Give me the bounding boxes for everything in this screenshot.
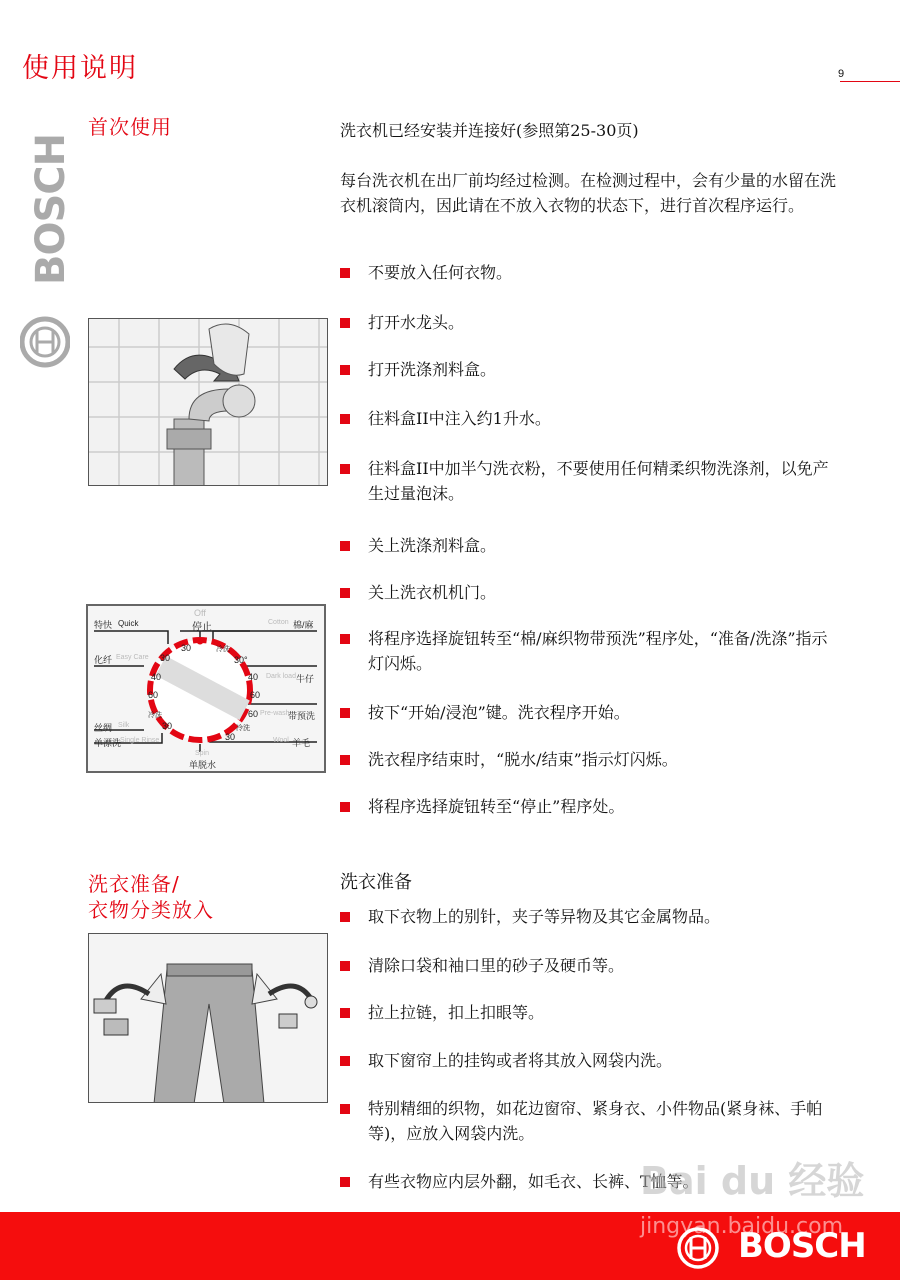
dial-silk-en: Silk xyxy=(118,722,130,729)
dial-wool-en: Wool xyxy=(273,737,289,744)
bullet-icon xyxy=(340,268,350,278)
dial-dark-en: Dark load xyxy=(266,673,296,680)
dial-silk: 丝绸 xyxy=(94,723,113,733)
bullet-icon xyxy=(340,912,350,922)
dial-rinse: 单漂洗 xyxy=(94,738,122,748)
list-item-text: 打开水龙头。 xyxy=(368,313,465,332)
list-item xyxy=(340,533,840,558)
list-item-text: 有些衣物应内层外翻，如毛衣、长裤、T恤等。 xyxy=(368,1172,699,1191)
bullet-icon xyxy=(340,802,350,812)
list-item xyxy=(340,456,840,506)
faucet-illustration xyxy=(88,318,328,486)
list-item xyxy=(340,747,840,772)
bullet-icon xyxy=(340,365,350,375)
dial-quick-cn: 特快 xyxy=(94,620,113,630)
list-item-text: 不要放入任何衣物。 xyxy=(368,263,513,282)
list-item-text: 将程序选择旋钮转至“棉/麻织物带预洗”程序处，“准备/洗涤”指示灯闪烁。 xyxy=(368,629,828,673)
dial-off-en: Off xyxy=(194,608,206,618)
list-item-text: 关上洗涤剂料盒。 xyxy=(368,536,497,555)
list-item xyxy=(340,794,840,819)
bullet-icon xyxy=(340,1104,350,1114)
list-item-text: 拉上拉链，扣上扣眼等。 xyxy=(368,1003,545,1022)
intro-text: 洗衣机已经安装并连接好(参照第25-30页) xyxy=(340,121,639,140)
dial-off: 停止 xyxy=(192,622,212,633)
section-heading-line: 衣物分类放入 xyxy=(88,898,214,922)
list-item xyxy=(340,1000,840,1025)
list-item-text: 将程序选择旋钮转至“停止”程序处。 xyxy=(368,797,625,816)
dial-prewash-en: Pre-wash xyxy=(260,710,290,717)
header-rule xyxy=(840,81,900,82)
dial-temp: 30 xyxy=(160,653,171,663)
watermark-url: jingyan.baidu.com xyxy=(640,1214,844,1239)
dial-temp: 冷洗 xyxy=(216,646,230,653)
list-item xyxy=(340,406,840,431)
dial-prewash: 带预洗 xyxy=(288,711,316,721)
dial-quick-en: Quick xyxy=(118,619,139,628)
bullet-icon xyxy=(340,961,350,971)
footer-brand: BOSCH xyxy=(738,1226,866,1266)
list-item-text: 取下衣物上的别针，夹子等异物及其它金属物品。 xyxy=(368,907,721,926)
page-number: 9 xyxy=(838,68,845,80)
dial-easy-en: Easy Care xyxy=(116,654,149,661)
trousers-illustration xyxy=(88,933,328,1103)
dial-spin-en: Spin xyxy=(195,750,210,757)
bullet-icon xyxy=(340,414,350,424)
list-item-text: 按下“开始/浸泡”键。洗衣程序开始。 xyxy=(368,703,630,722)
list-item xyxy=(340,357,840,382)
list-item-text: 取下窗帘上的挂钩或者将其放入网袋内洗。 xyxy=(368,1051,673,1070)
bosch-logo-icon xyxy=(676,1226,720,1270)
section-heading-first-use: 首次使用 xyxy=(88,115,172,139)
dial-dark: 牛仔 xyxy=(296,674,315,684)
list-item-text: 清除口袋和袖口里的砂子及硬币等。 xyxy=(368,956,625,975)
dial-temp: 60 xyxy=(250,690,261,700)
dial-temp: 30° xyxy=(234,655,248,665)
list-item-text: 打开洗涤剂料盒。 xyxy=(368,360,497,379)
baidu-watermark: Bai du 经验 xyxy=(640,1159,865,1203)
list-item xyxy=(340,580,840,605)
list-item-text: 洗衣程序结束时，“脱水/结束”指示灯闪烁。 xyxy=(368,750,678,769)
footer-bar xyxy=(0,1212,900,1280)
bullet-icon xyxy=(340,1177,350,1187)
dial-temp: 冷洗 xyxy=(236,725,250,732)
list-item xyxy=(340,904,840,929)
dial-temp: 40 xyxy=(151,672,162,682)
dial-temp: 冷洗 xyxy=(148,712,162,719)
list-item-text: 关上洗衣机机门。 xyxy=(368,583,497,602)
bullet-icon xyxy=(340,755,350,765)
bullet-icon xyxy=(340,1008,350,1018)
svg-text:BOSCH: BOSCH xyxy=(28,133,70,285)
dial-temp: 60 xyxy=(248,709,259,719)
bullet-icon xyxy=(340,464,350,474)
list-item xyxy=(340,953,840,978)
bullet-icon xyxy=(340,708,350,718)
list-item-text: 特别精细的织物，如花边窗帘、紧身衣、小件物品(紧身袜、手帕等)，应放入网袋内洗。 xyxy=(368,1099,823,1143)
dial-temp: 60 xyxy=(148,690,159,700)
dial-cotton-en: Cotton xyxy=(268,619,289,626)
list-item xyxy=(340,1096,840,1146)
page-title: 使用说明 xyxy=(22,53,138,84)
intro-text: 每台洗衣机在出厂前均经过检测。在检测过程中，会有少量的水留在洗衣机滚筒内，因此请在不放入衣物的状态下，进行首次程序运行。 xyxy=(340,171,837,215)
dial-cotton: 棉/麻 xyxy=(293,620,314,630)
section-heading-line: 洗衣准备/ xyxy=(88,872,180,896)
list-item-text: 往料盒II中加半勺洗衣粉，不要使用任何精柔织物洗涤剂，以免产生过量泡沫。 xyxy=(368,459,829,503)
bullet-icon xyxy=(340,588,350,598)
list-item xyxy=(340,1048,840,1073)
bullet-icon xyxy=(340,541,350,551)
program-dial-illustration xyxy=(86,604,326,773)
dial-wool: 羊毛 xyxy=(292,738,311,748)
bullet-icon xyxy=(340,634,350,644)
dial-temp: 30 xyxy=(181,643,192,653)
dial-temp: 30 xyxy=(225,732,236,742)
list-item xyxy=(340,260,840,285)
dial-rinse-en: Single Rinse xyxy=(120,737,160,744)
list-item xyxy=(340,700,840,725)
subheading: 洗衣准备 xyxy=(340,872,412,893)
dial-temp: 40 xyxy=(248,672,259,682)
list-item xyxy=(340,310,840,335)
bullet-icon xyxy=(340,318,350,328)
dial-spin: 单脱水 xyxy=(189,760,217,770)
dial-temp: 30 xyxy=(162,721,173,731)
dial-easy-cn: 化纤 xyxy=(94,655,113,665)
bullet-icon xyxy=(340,1056,350,1066)
list-item-text: 往料盒II中注入约1升水。 xyxy=(368,409,551,428)
list-item xyxy=(340,626,840,676)
side-brand-logo xyxy=(20,120,70,370)
section-heading-prep xyxy=(88,871,214,923)
